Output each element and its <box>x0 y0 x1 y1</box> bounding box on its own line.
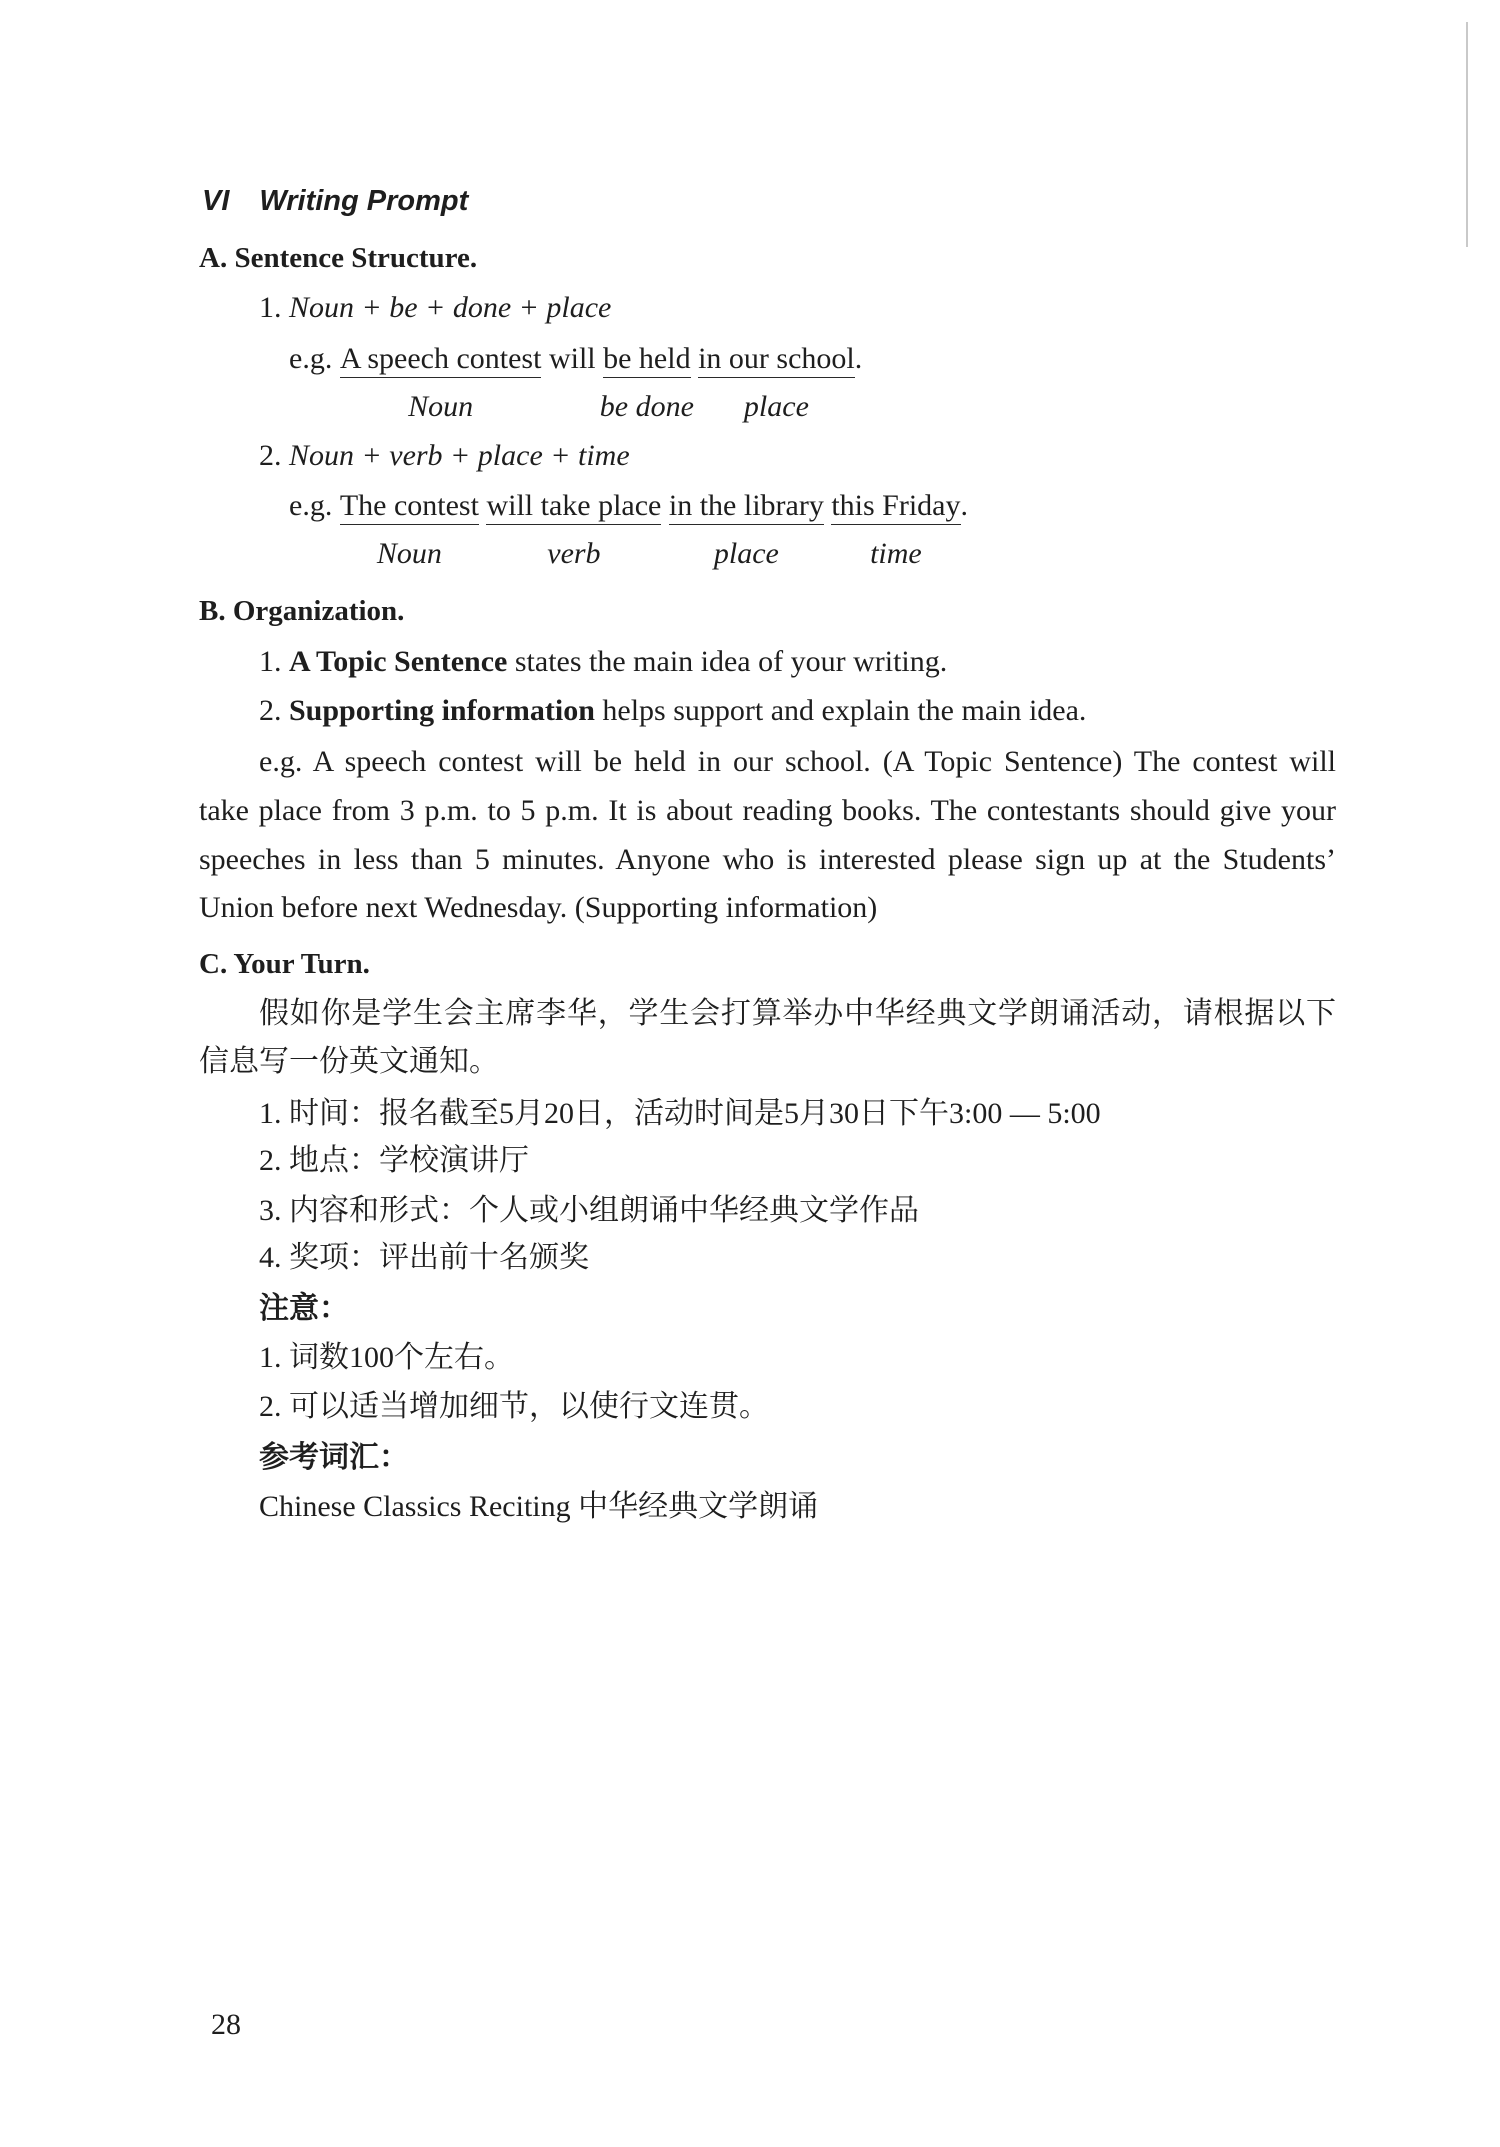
verb-segment <box>599 342 694 423</box>
example-paragraph-line: speeches in less than 5 minutes. Anyone who is interested please sign up at the Students’ <box>199 843 1336 876</box>
organization-point-1 <box>259 642 947 682</box>
example-prefix: e.g. <box>289 489 333 522</box>
pattern-1-number: 1. <box>259 291 282 324</box>
verb-label: verb <box>547 537 601 570</box>
point-term: A Topic Sentence <box>289 645 508 678</box>
pattern-1-formula-text: Noun + be + done + place <box>289 291 612 324</box>
info-item-awards: 4. 奖项：评出前十名颁奖 <box>259 1241 589 1274</box>
subject-text: A speech contest <box>339 342 542 375</box>
pattern-2-number: 2. <box>259 439 282 472</box>
verb-label: be done <box>599 390 694 423</box>
subject-text: The contest <box>339 489 479 522</box>
pattern-2-example <box>289 486 968 570</box>
time-segment <box>831 489 961 570</box>
note-item: 1. 词数100个左右。 <box>259 1341 514 1374</box>
vocab-item: Chinese Classics Reciting 中华经典文学朗诵 <box>259 1490 819 1523</box>
sentence-end: . <box>854 342 863 375</box>
info-item-content: 3. 内容和形式：个人或小组朗诵中华经典文学作品 <box>259 1194 919 1227</box>
example-paragraph-line: take place from 3 p.m. to 5 p.m. It is about reading books. The contestants should give your <box>199 794 1336 827</box>
place-text: in the library <box>668 489 824 522</box>
page-number: 28 <box>211 2008 241 2041</box>
point-term: Supporting information <box>289 694 595 727</box>
pattern-2-formula <box>259 436 630 476</box>
organization-heading: B. Organization. <box>199 595 405 627</box>
task-line: 假如你是学生会主席李华，学生会打算举办中华经典文学朗诵活动，请根据以下 <box>259 997 1336 1030</box>
task-line: 信息写一份英文通知。 <box>199 1045 499 1078</box>
example-prefix: e.g. <box>289 342 333 375</box>
subject-label: Noun <box>408 390 474 423</box>
pattern-2-formula-text: Noun + verb + place + time <box>289 439 630 472</box>
place-segment <box>668 489 824 570</box>
time-text: this Friday <box>831 489 961 522</box>
subject-segment <box>339 489 479 570</box>
note-item: 2. 可以适当增加细节，以使行文连贯。 <box>259 1390 769 1423</box>
scan-edge-line <box>1466 22 1468 247</box>
point-number: 1. <box>259 645 282 678</box>
your-turn-heading: C. Your Turn. <box>199 948 370 980</box>
time-label: time <box>870 537 922 570</box>
place-label: place <box>743 390 809 423</box>
section-heading <box>202 181 468 221</box>
place-segment <box>698 342 855 423</box>
organization-point-2 <box>259 691 1086 731</box>
subject-label: Noun <box>376 537 442 570</box>
connector-text: will <box>548 342 596 375</box>
pattern-1-formula <box>259 288 611 328</box>
sentence-structure-heading: A. Sentence Structure. <box>199 242 478 274</box>
pattern-1-example <box>289 339 863 423</box>
verb-segment <box>486 489 662 570</box>
verb-text: be held <box>603 342 691 375</box>
vocab-heading: 参考词汇： <box>259 1441 409 1474</box>
subject-segment <box>339 342 542 423</box>
example-paragraph-line: Union before next Wednesday. (Supporting information) <box>199 891 878 924</box>
place-text: in our school <box>698 342 855 375</box>
verb-text: will take place <box>486 489 662 522</box>
info-item-place: 2. 地点：学校演讲厅 <box>259 1144 529 1177</box>
place-label: place <box>713 537 779 570</box>
point-text: helps support and explain the main idea. <box>602 694 1087 727</box>
sentence-end: . <box>960 489 968 522</box>
point-number: 2. <box>259 694 282 727</box>
point-text: states the main idea of your writing. <box>514 645 948 678</box>
example-paragraph-line: e.g. A speech contest will be held in our school. (A Topic Sentence) The contest will <box>259 745 1336 778</box>
notes-heading: 注意： <box>259 1292 349 1325</box>
info-item-time: 1. 时间：报名截至5月20日，活动时间是5月30日下午3:00 — 5:00 <box>259 1097 1101 1130</box>
section-number: VI <box>202 185 230 217</box>
section-title: Writing Prompt <box>259 185 469 217</box>
